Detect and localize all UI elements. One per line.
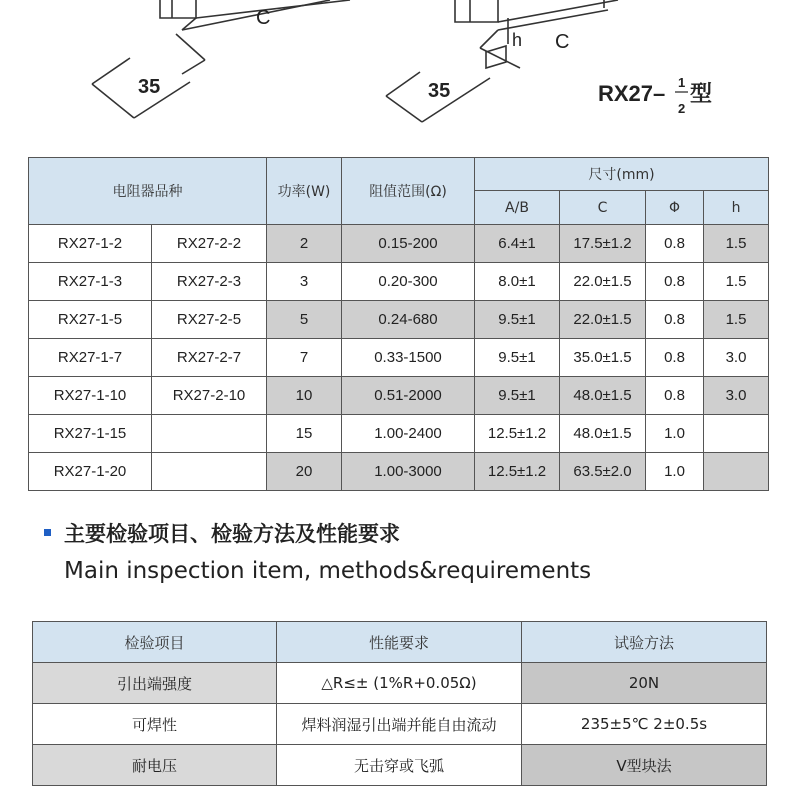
c-cell: 48.0±1.5 [560, 415, 646, 453]
ab-cell: 9.5±1 [475, 339, 560, 377]
table-row [33, 704, 767, 745]
inspection-item-cell: 可焊性 [33, 704, 277, 745]
model-2 [152, 415, 267, 453]
c-cell: 22.0±1.5 [560, 301, 646, 339]
ab-cell: 9.5±1 [475, 301, 560, 339]
range-cell: 0.20-300 [342, 263, 475, 301]
power-cell: 2 [267, 225, 342, 263]
table-row [29, 301, 769, 339]
model-2: RX27-2-3 [152, 263, 267, 301]
model-1: RX27-1-10 [29, 377, 152, 415]
header-range: 阻值范围(Ω) [342, 158, 475, 225]
range-cell: 0.24-680 [342, 301, 475, 339]
power-cell: 5 [267, 301, 342, 339]
spec-table [28, 157, 769, 491]
ab-cell: 12.5±1.2 [475, 415, 560, 453]
requirement-cell: 焊料润湿引出端并能自由流动 [277, 704, 522, 745]
model-1: RX27-1-5 [29, 301, 152, 339]
model-1: RX27-1-7 [29, 339, 152, 377]
power-cell: 7 [267, 339, 342, 377]
table-row [33, 663, 767, 704]
header-phi: Φ [646, 191, 704, 225]
c-cell: 63.5±2.0 [560, 453, 646, 491]
left-resistor-drawing [92, 0, 350, 118]
range-cell: 0.15-200 [342, 225, 475, 263]
model-label-num-bottom: 2 [678, 101, 686, 116]
table-row [29, 415, 769, 453]
model-2 [152, 453, 267, 491]
header-h: h [704, 191, 769, 225]
table-row [33, 745, 767, 786]
phi-cell: 0.8 [646, 339, 704, 377]
inspection-item-cell: 引出端强度 [33, 663, 277, 704]
left-dim-35: 35 [138, 76, 161, 98]
section-heading-zh: 主要检验项目、检验方法及性能要求 [64, 522, 400, 546]
phi-cell: 0.8 [646, 263, 704, 301]
h-cell [704, 415, 769, 453]
model-1: RX27-1-3 [29, 263, 152, 301]
power-cell: 3 [267, 263, 342, 301]
header-power: 功率(W) [267, 158, 342, 225]
phi-cell: 0.8 [646, 301, 704, 339]
range-cell: 0.51-2000 [342, 377, 475, 415]
header-requirement: 性能要求 [277, 622, 522, 663]
resistor-dimension-drawing [0, 0, 800, 150]
method-cell: 235±5℃ 2±0.5s [522, 704, 767, 745]
requirement-cell: 无击穿或飞弧 [277, 745, 522, 786]
method-cell: 20N [522, 663, 767, 704]
h-cell: 3.0 [704, 339, 769, 377]
ab-cell: 12.5±1.2 [475, 453, 560, 491]
range-cell: 1.00-3000 [342, 453, 475, 491]
header-ab: A/B [475, 191, 560, 225]
ab-cell: 9.5±1 [475, 377, 560, 415]
c-cell: 22.0±1.5 [560, 263, 646, 301]
header-size: 尺寸(mm) [475, 158, 769, 191]
header-inspection-item: 检验项目 [33, 622, 277, 663]
header-c: C [560, 191, 646, 225]
h-cell: 1.5 [704, 263, 769, 301]
model-2: RX27-2-7 [152, 339, 267, 377]
ab-cell: 8.0±1 [475, 263, 560, 301]
right-dim-c: C [555, 31, 570, 53]
c-cell: 35.0±1.5 [560, 339, 646, 377]
phi-cell: 0.8 [646, 225, 704, 263]
method-cell: V型块法 [522, 745, 767, 786]
table-row [29, 225, 769, 263]
phi-cell: 0.8 [646, 377, 704, 415]
table-row [29, 377, 769, 415]
header-variety: 电阻器品种 [29, 158, 267, 225]
phi-cell: 1.0 [646, 453, 704, 491]
model-label [598, 75, 712, 116]
h-cell: 1.5 [704, 225, 769, 263]
table-row [29, 453, 769, 491]
model-1: RX27-1-15 [29, 415, 152, 453]
model-label-suffix: 型 [690, 82, 713, 107]
inspection-table [32, 621, 767, 786]
header-method: 试验方法 [522, 622, 767, 663]
model-1: RX27-1-2 [29, 225, 152, 263]
c-cell: 48.0±1.5 [560, 377, 646, 415]
range-cell: 1.00-2400 [342, 415, 475, 453]
model-2: RX27-2-5 [152, 301, 267, 339]
power-cell: 10 [267, 377, 342, 415]
inspection-item-cell: 耐电压 [33, 745, 277, 786]
bullet-square-icon [44, 529, 51, 536]
h-cell: 1.5 [704, 301, 769, 339]
power-cell: 20 [267, 453, 342, 491]
section-heading-en: Main inspection item, methods&requirements [64, 558, 592, 584]
ab-cell: 6.4±1 [475, 225, 560, 263]
left-dim-c: C [256, 7, 271, 29]
phi-cell: 1.0 [646, 415, 704, 453]
right-dim-h: h [512, 30, 523, 50]
range-cell: 0.33-1500 [342, 339, 475, 377]
requirement-cell: △R≤± (1%R+0.05Ω) [277, 663, 522, 704]
model-2: RX27-2-2 [152, 225, 267, 263]
right-dim-35: 35 [428, 80, 451, 102]
right-resistor-drawing [386, 0, 618, 122]
c-cell: 17.5±1.2 [560, 225, 646, 263]
model-label-num-top: 1 [678, 75, 686, 90]
h-cell: 3.0 [704, 377, 769, 415]
model-1: RX27-1-20 [29, 453, 152, 491]
model-2: RX27-2-10 [152, 377, 267, 415]
table-row [29, 263, 769, 301]
h-cell [704, 453, 769, 491]
model-label-prefix: RX27– [598, 81, 666, 106]
power-cell: 15 [267, 415, 342, 453]
table-row [29, 339, 769, 377]
